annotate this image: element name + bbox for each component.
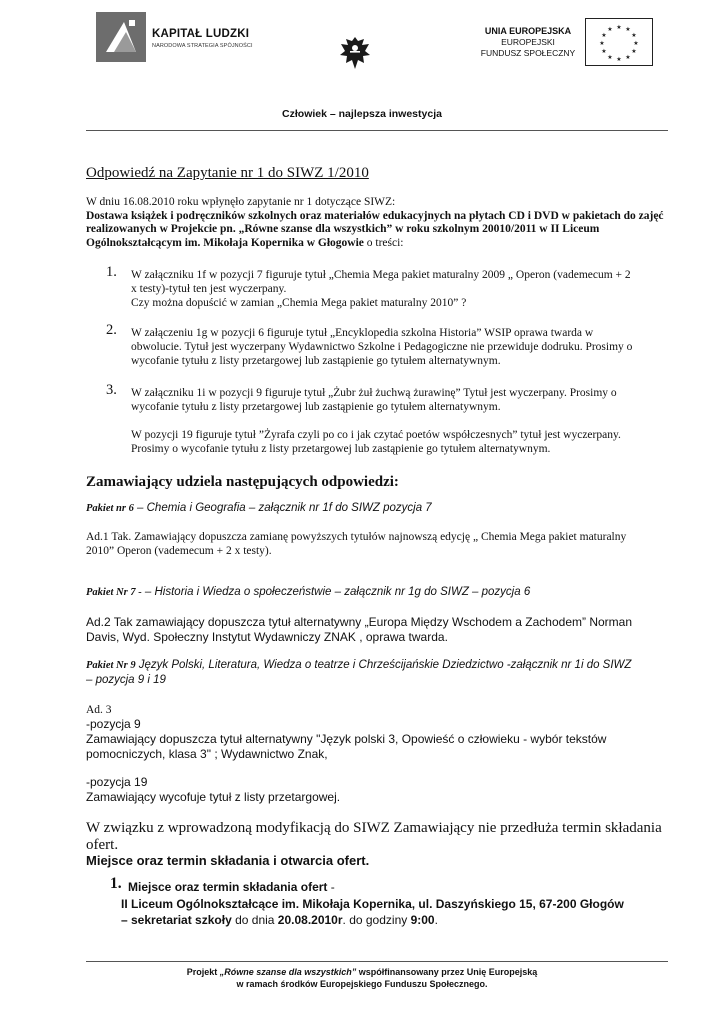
pakiet-9-rest-2: – pozycja 9 i 19	[86, 674, 166, 686]
eu-flag-icon	[585, 18, 653, 66]
footer-project-name: „Równe szanse dla wszystkich”	[219, 967, 357, 977]
ad-3-line: -pozycja 9	[86, 717, 141, 731]
place-time: 9:00	[410, 913, 435, 927]
footer-cofinanced: współfinansowany przez Unię Europejską	[356, 967, 538, 977]
place-number: 1.	[110, 875, 122, 892]
footer-line-1	[0, 966, 724, 978]
pakiet-7-label: Pakiet Nr 7 -	[86, 587, 142, 598]
ad-1	[86, 530, 686, 558]
closing-line: W związku z wprowadzoną modyfikacją do SIWZ Zamawiający nie przedłuża termin składania	[86, 820, 662, 836]
svg-text:★: ★	[625, 54, 631, 61]
ad-1-line: 2010” Operon (vademecum + 2 x testy).	[86, 545, 272, 557]
pakiet-6-label: Pakiet nr 6	[86, 503, 134, 514]
svg-text:★: ★	[599, 40, 605, 47]
place-details	[121, 896, 681, 928]
pakiet-9-rest-1: Język Polski, Literatura, Wiedza o teatrze i Chrześcijańskie Dziedzictwo -załącznik nr 1i do SIWZ	[135, 659, 632, 671]
kl-subtitle: NARODOWA STRATEGIA SPÓJNOŚCI	[152, 43, 253, 49]
ad-3-label: Ad. 3	[86, 704, 112, 716]
ad-3b-line: -pozycja 19	[86, 775, 148, 789]
ad-3	[86, 717, 686, 762]
place-date: 20.08.2010r	[277, 913, 343, 927]
kapital-ludzki-logo	[96, 12, 260, 62]
ad-3b-line: Zamawiający wycofuje tytuł z listy przetargowej.	[86, 790, 341, 804]
footer	[0, 966, 724, 990]
footer-line-2: w ramach środków Europejskiego Funduszu Społecznego.	[236, 979, 488, 989]
answers-heading: Zamawiający udziela następujących odpowiedzi:	[86, 474, 399, 490]
place-hour-text: . do godziny	[342, 913, 411, 927]
motto: Człowiek – najlepsza inwestycja	[282, 108, 442, 120]
pakiet-9-label: Pakiet Nr 9	[86, 660, 136, 671]
place-secretariat: – sekretariat szkoły	[121, 913, 232, 927]
svg-text:★: ★	[607, 26, 613, 33]
svg-text:★: ★	[601, 48, 607, 55]
place-title-dash: -	[327, 880, 335, 894]
pakiet-6-heading	[86, 501, 686, 516]
intro-bold: Dostawa książek i podręczników szkolnych oraz materiałów edukacyjnych na płytach CD i DVD w pakietach do zajęć realizowanych w Projekcie pn. „Równe szanse dla wszystkich” w roku szkolnym 20010/2011 w II Liceum Ogólnokształcącym im. Mikołaja Kopernika w Głogowie	[86, 209, 664, 249]
item-1-text	[131, 268, 631, 310]
pakiet-7-rest: – Historia i Wiedza o społeczeństwie – załącznik nr 1g do SIWZ – pozycja 6	[141, 586, 531, 598]
ue-line-3: FUNDUSZ SPOŁECZNY	[480, 48, 576, 58]
item-2-text	[131, 326, 632, 368]
ad-1-line: Ad.1 Tak. Zamawiający dopuszcza zamianę powyższych tytułów najnowszą edycję „ Chemia Mega pakiet maturalny	[86, 531, 627, 543]
document-title: Odpowiedź na Zapytanie nr 1 do SIWZ 1/2010	[86, 165, 369, 181]
footer-project: Projekt	[186, 967, 220, 977]
header-divider	[86, 130, 668, 131]
svg-text:★: ★	[625, 26, 631, 33]
item-1-line: W załączniku 1f w pozycji 7 figuruje tytuł „Chemia Mega pakiet maturalny 2009 „ Operon (vademecum + 2	[131, 269, 631, 281]
item-3-extra-line: Prosimy o wycofanie tytułu z listy przetargowej lub zastąpienie go tytułem alternatywnym.	[131, 443, 551, 455]
closing-note	[86, 820, 686, 854]
ad-3-line: Zamawiający dopuszcza tytuł alternatywny "Język polski 3, Opowieść o człowieku - wybór tekstów	[86, 732, 607, 746]
item-1-line: Czy można dopuścić w zamian „Chemia Mega pakiet maturalny 2010” ?	[131, 297, 467, 309]
item-3-line: wycofanie tytułu z listy przetargowej lub zastąpienie go tytułem alternatywnym.	[131, 401, 501, 413]
ad-3-line: pomocniczych, klasa 3" ; Wydawnictwo Znak,	[86, 747, 328, 761]
svg-text:★: ★	[631, 32, 637, 39]
intro-line: W dniu 16.08.2010 roku wpłynęło zapytanie nr 1 dotyczące SIWZ:	[86, 196, 396, 208]
item-3-extra-line: W pozycji 19 figuruje tytuł ”Żyrafa czyli po co i jak czytać poetów współczesnych” tytuł jest wyczerpany.	[131, 429, 621, 441]
item-2-line: obwolucie. Tytuł jest wyczerpany Wydawnictwo Szkolne i Pedagogiczne nie przewiduje dodruku. Prosimy o	[131, 341, 633, 353]
item-1-line: x testy)-tytuł ten jest wyczerpany.	[131, 283, 287, 295]
intro	[86, 196, 686, 250]
item-3-number: 3.	[106, 382, 117, 398]
intro-paragraph	[86, 210, 686, 251]
item-3-line: W załączniku 1i w pozycji 9 figuruje tytuł „Żubr żuł żuchwą żurawinę” Tytuł jest wyczerpany. Prosimy o	[131, 387, 617, 399]
ue-line-1: UNIA EUROPEJSKA	[484, 26, 572, 36]
kl-title: KAPITAŁ LUDZKI	[152, 28, 250, 40]
svg-text:★: ★	[607, 54, 613, 61]
item-1-number: 1.	[106, 264, 117, 280]
closing-line: ofert.	[86, 837, 119, 853]
svg-text:★: ★	[616, 24, 622, 31]
svg-text:★: ★	[633, 40, 639, 47]
ad-2	[86, 615, 686, 645]
ue-line-2: EUROPEJSKI	[501, 37, 555, 47]
ad-3b	[86, 775, 686, 805]
closing-bold: Miejsce oraz termin składania i otwarcia ofert.	[86, 853, 370, 868]
place-address: II Liceum Ogólnokształcące im. Mikołaja Kopernika, ul. Daszyńskiego 15, 67-200 Głogów	[121, 897, 624, 911]
pakiet-9-heading	[86, 658, 686, 687]
kapital-ludzki-emblem-icon	[96, 12, 146, 62]
pakiet-7-heading	[86, 585, 686, 600]
pakiet-6-rest: – Chemia i Geografia – załącznik nr 1f do SIWZ pozycja 7	[133, 502, 432, 514]
place-title-bold: Miejsce oraz termin składania ofert	[128, 880, 328, 894]
eu-logo-text	[476, 26, 580, 59]
ad-2-line: Ad.2 Tak zamawiający dopuszcza tytuł alternatywny „Europa Między Wschodem a Zachodem” Norman	[86, 615, 633, 629]
intro-tail: o treści:	[363, 236, 404, 249]
item-2-line: W załączeniu 1g w pozycji 6 figuruje tytuł „Encyklopedia szkolna Historia” WSIP oprawa twarda w	[131, 327, 594, 339]
eagle-emblem-icon	[338, 33, 372, 73]
place-title	[128, 880, 335, 894]
item-2-line: wycofanie tytułu z listy przetargowej lub zastąpienie go tytułem alternatywnym.	[131, 355, 501, 367]
item-3-text	[131, 386, 617, 414]
item-2-number: 2.	[106, 322, 117, 338]
place-until: do dnia	[231, 913, 278, 927]
svg-text:★: ★	[601, 32, 607, 39]
item-3-extra	[131, 428, 621, 456]
ad-2-line: Davis, Wyd. Społeczny Instytut Wydawniczy ZNAK , oprawa twarda.	[86, 630, 448, 644]
svg-text:★: ★	[616, 56, 622, 63]
svg-text:★: ★	[631, 48, 637, 55]
footer-divider	[86, 961, 668, 962]
place-end: .	[434, 913, 438, 927]
